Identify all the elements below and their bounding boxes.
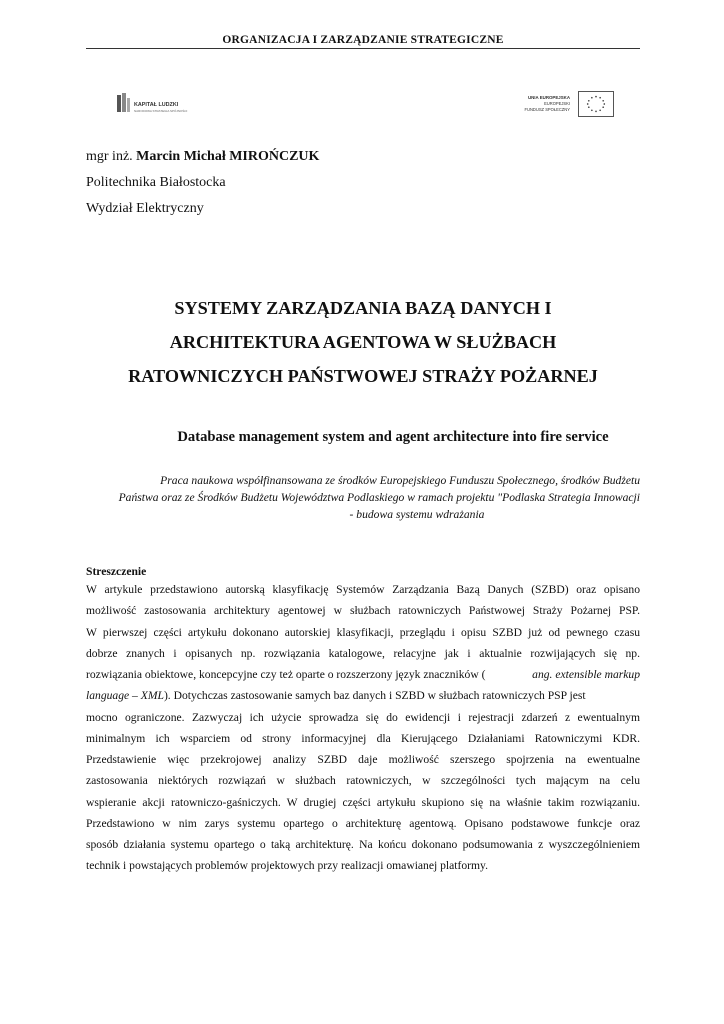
abstract-line-10: zastosowania niektórych rozwiązań w służbach ratowniczych, w szczególności tych mającym na celu (86, 774, 640, 787)
author-prefix: mgr inż. (86, 149, 137, 164)
funding-note-line-2: Państwa oraz ze Środków Budżetu Województwa Podlaskiego w ramach projektu "Podlaska Strategia Innowacji (118, 491, 640, 504)
paper-title-line-3: RATOWNICZYCH PAŃSTWOWEJ STRAŻY POŻARNEJ (128, 366, 598, 386)
abstract-line-1: W artykule przedstawiono autorską klasyfikację Systemów Zarządzania Bazą Danych (SZBD) oraz opisano (86, 583, 640, 596)
abstract-line-5-italic: ang. extensible markup (532, 668, 640, 681)
author-name-line (86, 149, 319, 165)
abstract-heading: Streszczenie (86, 565, 147, 578)
abstract-line-11: wspieranie akcji ratowniczo-gaśniczych. W drugiej części artykułu skupiono się na właśnie takim rozwiązaniu. (86, 796, 640, 809)
kapital-ludzki-logo (108, 90, 194, 124)
author-institution: Politechnika Białostocka (86, 175, 226, 190)
abstract-line-6-italic: language – XML (86, 689, 164, 702)
abstract-line-4: dobrze znanych i opisanych np. rozwiązania katalogowe, relacyjne jak i aktualnie rozwijających się np. (86, 647, 640, 660)
kapital-ludzki-emblem-icon (116, 92, 130, 114)
abstract-line-7: mocno ograniczone. Zazwyczaj ich użycie sprowadza się do ewidencji i rejestracji zdarzeń z ewentualnym (86, 711, 640, 724)
english-title: Database management system and agent architecture into fire service (177, 429, 609, 445)
author-faculty: Wydział Elektryczny (86, 201, 204, 216)
running-head: ORGANIZACJA I ZARZĄDZANIE STRATEGICZNE (222, 34, 504, 46)
eu-logo (522, 91, 614, 119)
eu-logo-line2: EUROPEJSKI (544, 101, 570, 106)
kapital-ludzki-subtext: NARODOWA STRATEGIA SPÓJNOŚCI (134, 109, 188, 113)
eu-logo-line3: FUNDUSZ SPOŁECZNY (524, 107, 570, 112)
abstract-line-13: sposób działania systemu opartego o taką architekturę. Na końcu dokonano podsumowania z wyszczególnieniem (86, 838, 640, 851)
kapital-ludzki-text: KAPITAŁ LUDZKI (134, 102, 179, 108)
eu-flag-icon (578, 91, 614, 117)
abstract-line-12: Przedstawiono w nim zarys systemu opartego o architekturę agentową. Opisano podstawowe funkcje oraz (86, 817, 640, 830)
author-name: Marcin Michał MIROŃCZUK (136, 149, 320, 164)
header-rule (86, 48, 640, 49)
paper-title-line-2: ARCHITEKTURA AGENTOWA W SŁUŻBACH (169, 332, 557, 352)
funding-note-line-3: - budowa systemu wdrażania (349, 508, 485, 521)
abstract-line-6-text: ). Dotychczas zastosowanie samych baz danych i SZBD w służbach ratowniczych PSP jest (163, 689, 586, 702)
funding-note-line-1: Praca naukowa współfinansowana ze środków Europejskiego Funduszu Społecznego, środków Budżetu (160, 474, 640, 487)
eu-logo-line1: UNIA EUROPEJSKA (527, 95, 570, 100)
abstract-line-14: technik i powstających problemów projektowych przy realizacji omawianej platformy. (86, 859, 488, 872)
abstract-line-3: W pierwszej części artykułu dokonano autorskiej klasyfikacji, przeglądu i opisu SZBD już od pewnego czasu (86, 626, 640, 639)
abstract-line-2: możliwość zastosowania architektury agentowej w służbach ratowniczych Państwowej Straży Pożarnej PSP. (86, 604, 640, 617)
eu-logo-text (525, 95, 571, 113)
paper-title-line-1: SYSTEMY ZARZĄDZANIA BAZĄ DANYCH I (174, 298, 552, 318)
abstract-line-6 (86, 689, 640, 705)
abstract-line-8: minimalnym ich wsparciem od strony informacyjnej dla Kierującego Działaniami Ratowniczymi KDR. (86, 732, 640, 745)
abstract-line-5-text: rozwiązania obiektowe, koncepcyjne czy też oparte o rozszerzony język znaczników ( (86, 668, 486, 681)
abstract-line-9: Przedstawienie więc przekrojowej analizy SZBD daje możliwość szerszego spojrzenia na ewentualne (86, 753, 640, 766)
abstract-line-5 (86, 668, 640, 684)
